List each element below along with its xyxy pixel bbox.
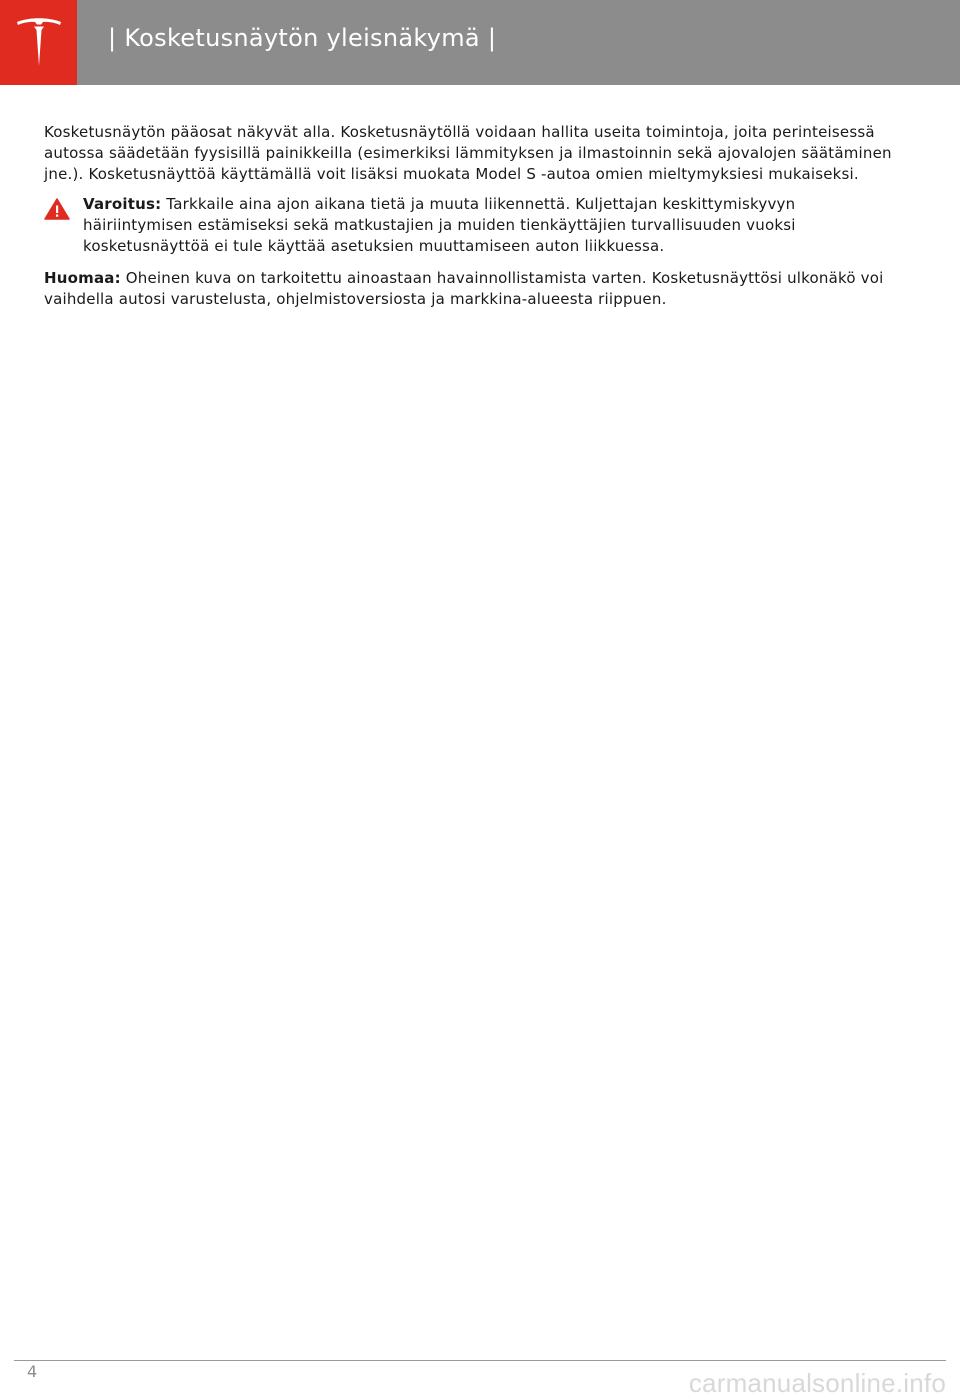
page-title: | Kosketusnäytön yleisnäkymä | bbox=[108, 24, 497, 52]
page-number: 4 bbox=[27, 1362, 38, 1381]
note-label: Huomaa: bbox=[44, 269, 121, 287]
warning-triangle-icon bbox=[44, 198, 70, 220]
tesla-logo bbox=[0, 0, 77, 85]
footer-divider bbox=[14, 1360, 946, 1361]
intro-paragraph: Kosketusnäytön pääosat näkyvät alla. Kosketusnäytöllä voidaan hallita useita toimintoja, joita perinteisessä autossa säädetään fyysisillä painikkeilla (esimerkiksi lämmityksen ja ilmastoinnin sekä ajovalojen säätäminen jne.). Kosketusnäyttöä käyttämällä voit lisäksi muokata Model S -autoa omien mieltymyksiesi mukaiseksi. bbox=[44, 123, 892, 183]
warning-text bbox=[83, 194, 894, 257]
main-content bbox=[44, 122, 894, 310]
warning-label: Varoitus: bbox=[83, 195, 162, 213]
watermark: carmanualsonline.info bbox=[688, 1368, 946, 1398]
note-body: Oheinen kuva on tarkoitettu ainoastaan havainnollistamista varten. Kosketusnäyttösi ulkonäkö voi vaihdella autosi varustelusta, ohjelmistoversiosta ja markkina-alueesta riippuen. bbox=[44, 269, 884, 308]
page-header bbox=[0, 0, 960, 85]
warning-block bbox=[44, 194, 894, 257]
tesla-logo-icon bbox=[15, 16, 63, 68]
warning-body: Tarkkaile aina ajon aikana tietä ja muuta liikennettä. Kuljettajan keskittymiskyvyn häiriintymisen estämiseksi sekä matkustajien ja muiden tienkäyttäjien turvallisuuden vuoksi kosketusnäyttöä ei tule käyttää asetuksien muuttamiseen auton liikkuessa. bbox=[83, 195, 796, 255]
note-paragraph bbox=[44, 268, 894, 310]
